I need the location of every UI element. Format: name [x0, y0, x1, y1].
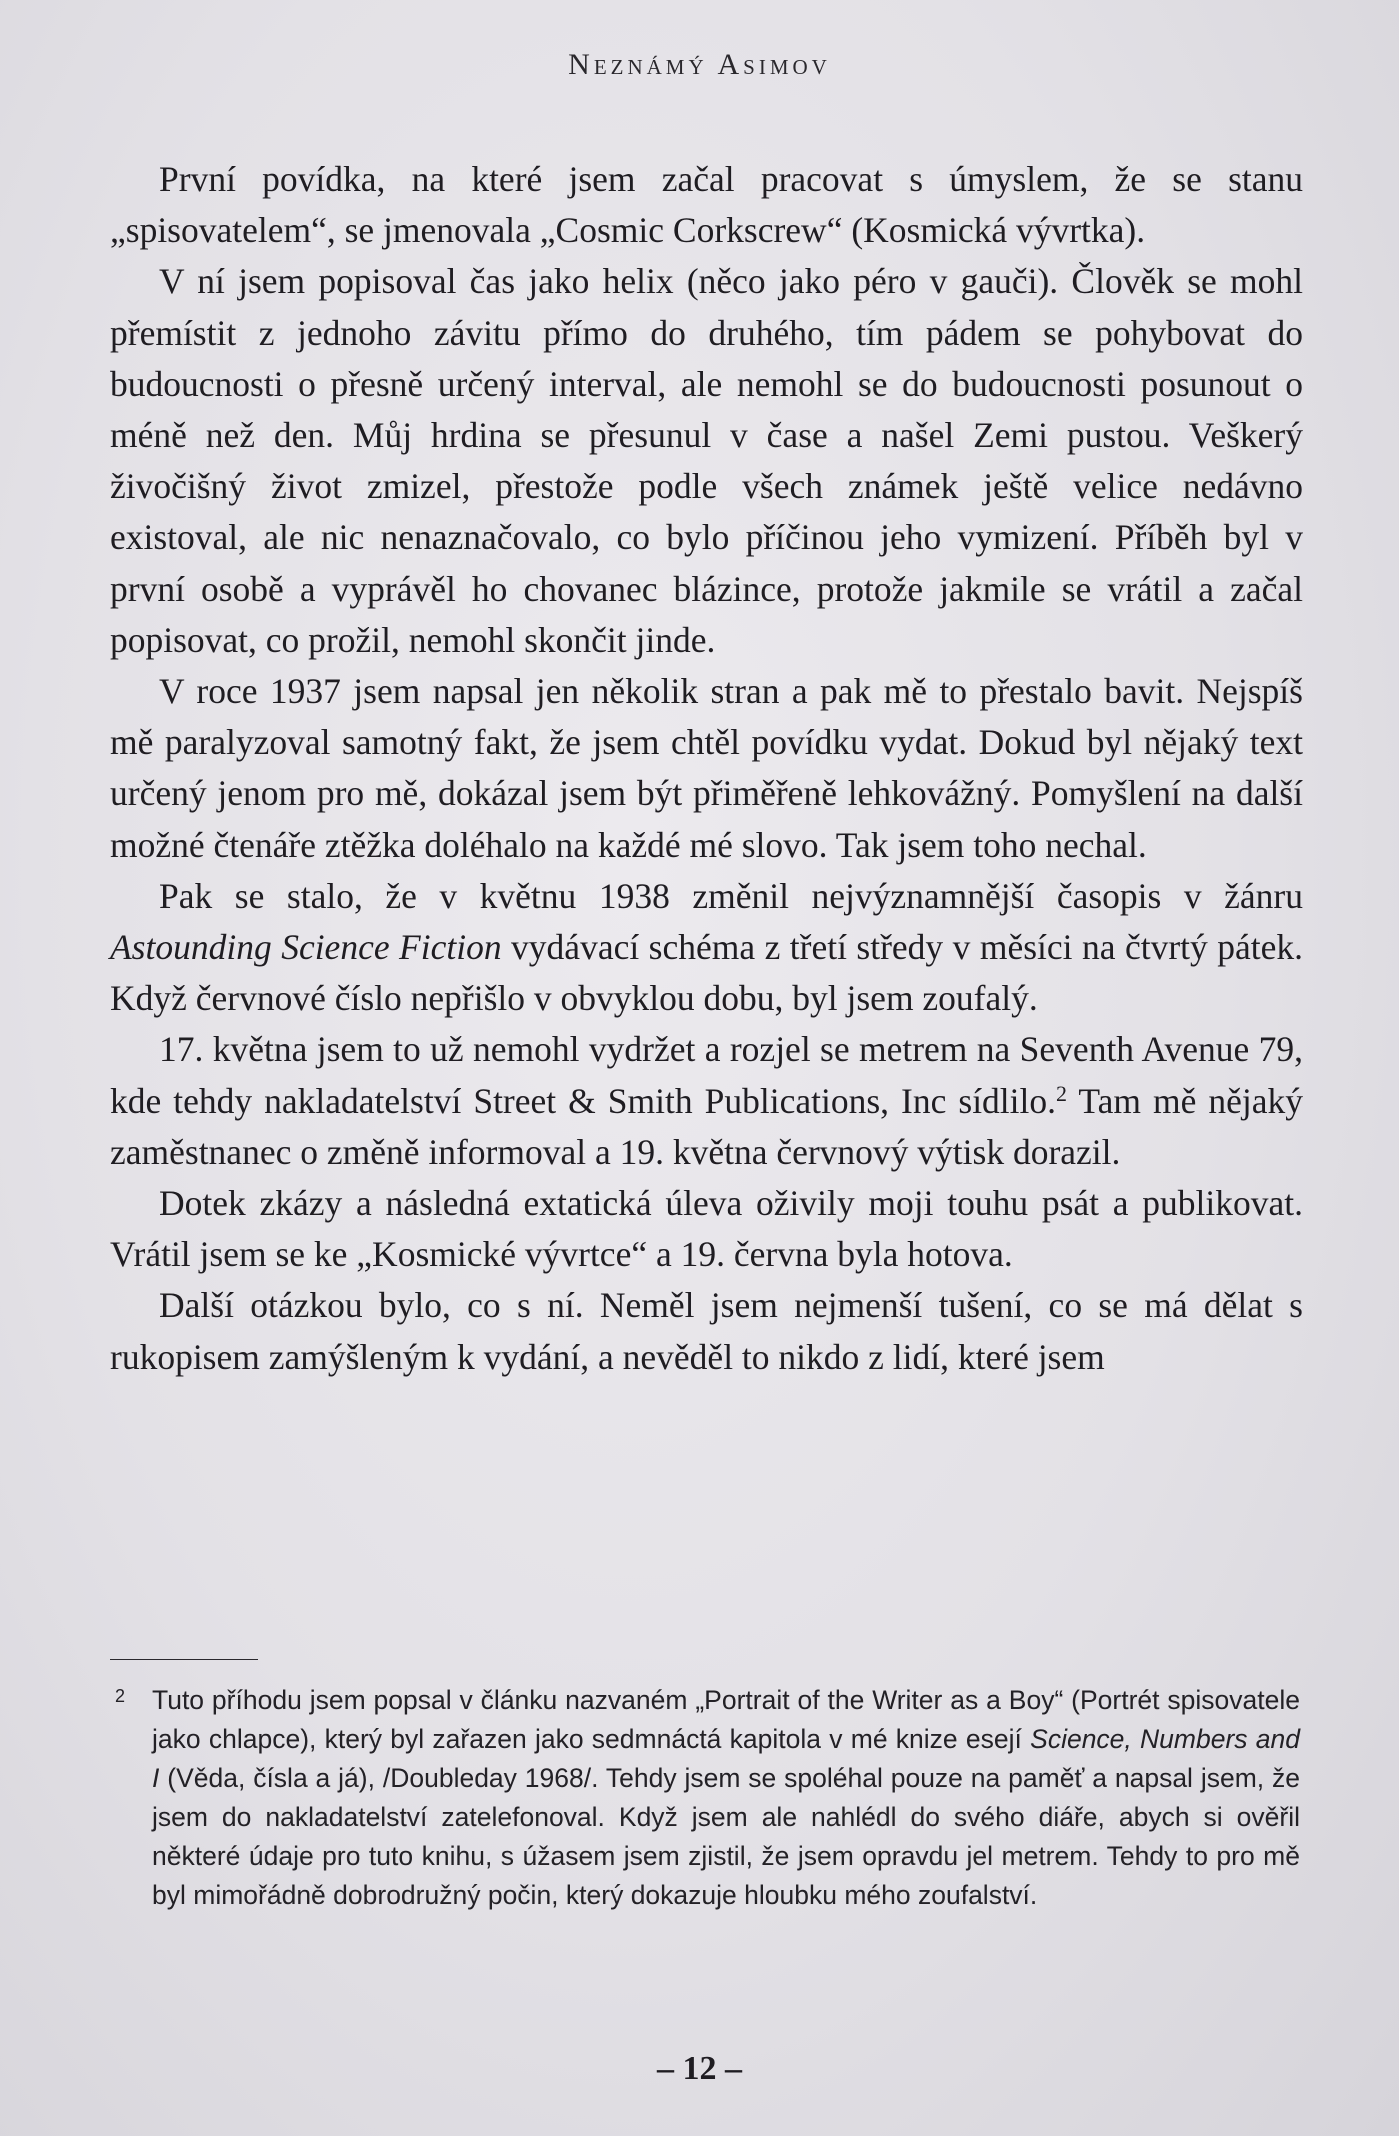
footnote-text-part: Tuto příhodu jsem popsal v článku nazvaném „Portrait of the Writer as a Boy“ (Portrét spisovatele jako chlapce), který byl zařazen jako sedmnáctá kapitola v mé knize esejí	[152, 1685, 1300, 1754]
paragraph: V ní jsem popisoval čas jako helix (něco jako péro v gauči). Člověk se mohl přemístit z jednoho závitu přímo do druhého, tím pádem se pohybovat do budoucnosti o přesně určený interval, ale nemohl se do budoucnosti posunout o méně než den. Můj hrdina se přesunul v čase a našel Zemi pustou. Veškerý živočišný život zmizel, přestože podle všech známek ještě velice nedávno existoval, ale nic nenaznačovalo, co bylo příčinou jeho vymizení. Příběh byl v první osobě a vyprávěl ho chovanec blázince, protože jakmile se vrátil a začal popisovat, co prožil, nemohl skončit jinde.	[110, 261, 1303, 660]
footnote-divider	[110, 1659, 258, 1660]
paragraph-text: Pak se stalo, že v květnu 1938 změnil nejvýznamnější časopis v žánru	[159, 875, 1303, 916]
page-number: – 12 –	[657, 2050, 742, 2087]
book-title: Science, Numbers and I	[152, 1724, 1300, 1793]
paragraph	[110, 871, 1303, 1025]
main-text	[110, 154, 1303, 1383]
paragraph-text: 17. května jsem to už nemohl vydržet a rozjel se metrem na Seventh Avenue 79, kde tehdy nakladatelství Street & Smith Publications, Inc sídlilo.	[110, 1029, 1303, 1121]
footnote-number: 2	[115, 1686, 126, 1706]
paragraph: V roce 1937 jsem napsal jen několik stran a pak mě to přestalo bavit. Nejspíš mě paralyzoval samotný fakt, že jsem chtěl povídku vydat. Dokud byl nějaký text určený jenom pro mě, dokázal jsem být přiměřeně lehkovážný. Pomyšlení na další možné čtenáře ztěžka doléhalo na každé mé slovo. Tak jsem toho nechal.	[110, 671, 1303, 865]
paragraph: Další otázkou bylo, co s ní. Neměl jsem nejmenší tušení, co se má dělat s rukopisem zamýšleným k vydání, a nevěděl to nikdo z lidí, které jsem	[110, 1285, 1303, 1377]
footnote	[110, 1681, 1300, 1915]
paragraph	[110, 1024, 1303, 1178]
footnotes	[110, 1681, 1300, 1915]
footnote-text-part: (Věda, čísla a já), /Doubleday 1968/. Tehdy jsem se spoléhal pouze na paměť a napsal jsem, že jsem do nakladatelství zatelefonoval. Když jsem ale nahlédl do svého diáře, abych si ověřil některé údaje pro tuto knihu, s úžasem jsem zjistil, že jsem opravdu jel metrem. Tehdy to pro mě byl mimořádně dobrodružný počin, který dokazuje hloubku mého zoufalství.	[152, 1763, 1300, 1910]
running-head: Neznámý Asimov	[568, 48, 831, 81]
paragraph: První povídka, na které jsem začal pracovat s úmyslem, že se stanu „spisovatelem“, se jmenovala „Cosmic Corkscrew“ (Kosmická vývrtka).	[110, 159, 1303, 251]
paragraph: Dotek zkázy a následná extatická úleva oživily moji touhu psát a publikovat. Vrátil jsem se ke „Kosmické vývrtce“ a 19. června byla hotova.	[110, 1183, 1303, 1275]
magazine-title: Astounding Science Fiction	[110, 927, 502, 968]
paragraph-text: vydávací schéma z třetí středy v měsíci na čtvrtý pátek. Když červnové číslo nepřišlo v obvyklou dobu, byl jsem zoufalý.	[110, 927, 1303, 1019]
paragraph-text: Tam mě nějaký zaměstnanec o změně informoval a 19. května červnový výtisk dorazil.	[110, 1080, 1304, 1172]
footnote-reference: 2	[1056, 1080, 1068, 1106]
footnote-text	[110, 1681, 1300, 1915]
